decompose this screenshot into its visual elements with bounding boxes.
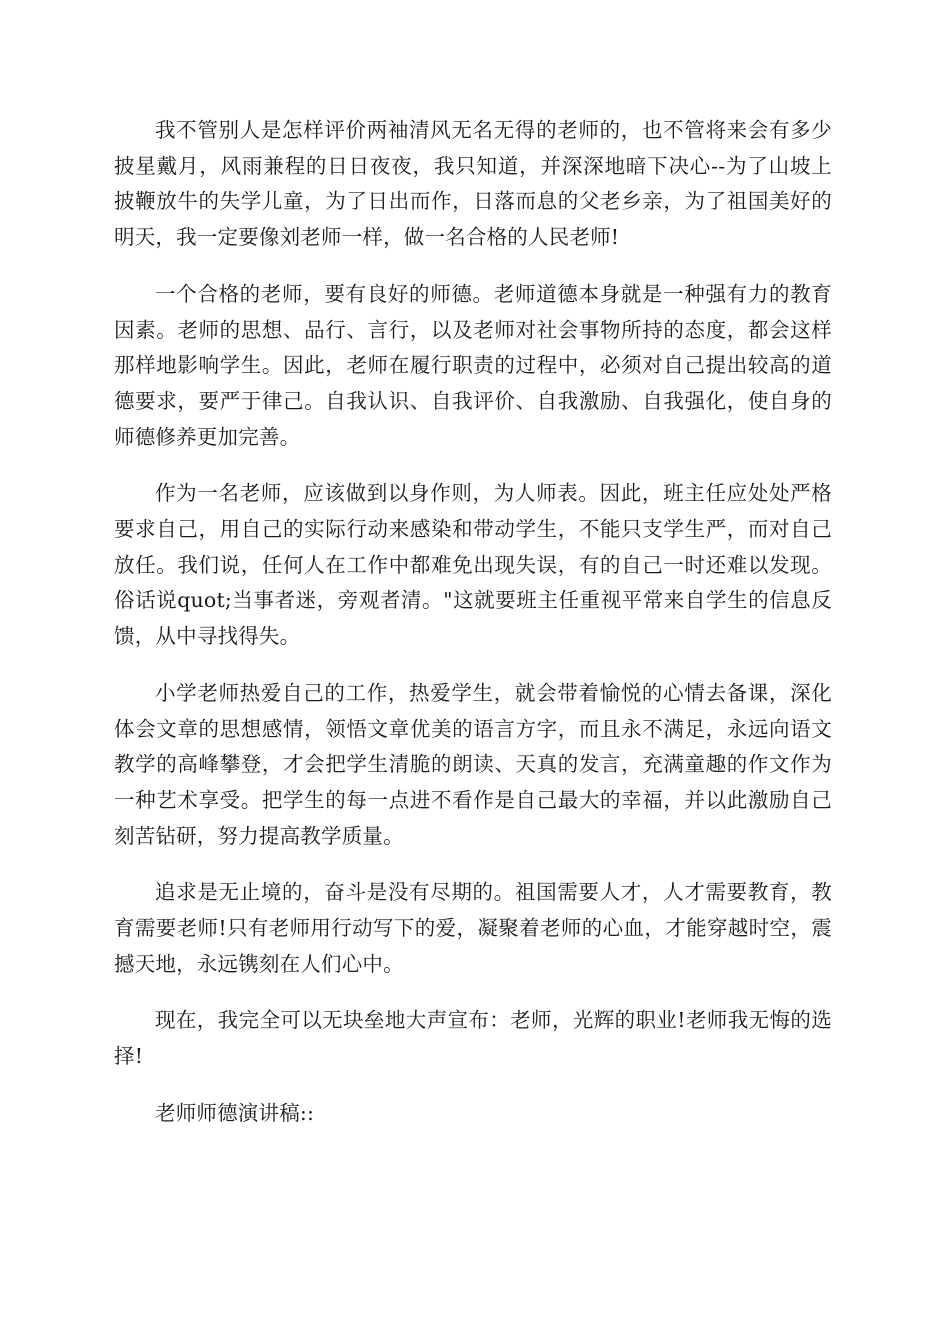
paragraph-pursuit: 追求是无止境的，奋斗是没有尽期的。祖国需要人才，人才需要教育，教育需要老师!只有老师用行动写下的爱，凝聚着老师的心血，才能穿越时空，震撼天地，永远镌刻在人们心中。 xyxy=(114,880,832,976)
paragraph-role-model: 作为一名老师，应该做到以身作则，为人师表。因此，班主任应处处严格要求自己，用自己的实际行动来感染和带动学生，不能只支学生严，而对自己放任。我们说，任何人在工作中都难免出现失误，有的自己一时还难以发现。俗话说quot;当事者迷，旁观者清。"这就要班主任重视平常来自学生的信息反馈，从中寻找得失。 xyxy=(114,481,832,649)
document-body xyxy=(114,113,832,1153)
paragraph-resolve: 我不管别人是怎样评价两袖清风无名无得的老师的，也不管将来会有多少披星戴月，风雨兼程的日日夜夜，我只知道，并深深地暗下决心--为了山坡上披鞭放牛的失学儿童，为了日出而作，日落而息的父老乡亲，为了祖国美好的明天，我一定要像刘老师一样，做一名合格的人民老师! xyxy=(114,118,832,250)
paragraph-heading: 老师师德演讲稿:: xyxy=(155,1100,315,1125)
paragraph-qualified-teacher: 一个合格的老师，要有良好的师德。老师道德本身就是一种强有力的教育因素。老师的思想、品行、言行，以及老师对社会事物所持的态度，都会这样那样地影响学生。因此，老师在履行职责的过程中，必须对自己提出较高的道德要求，要严于律己。自我认识、自我评价、自我激励、自我强化，使自身的师德修养更加完善。 xyxy=(114,281,832,449)
paragraph-love-work: 小学老师热爱自己的工作，热爱学生，就会带着愉悦的心情去备课，深化体会文章的思想感情，领悟文章优美的语言方字，而且永不满足，永远向语文教学的高峰攀登，才会把学生清脆的朗读、天真的发言，充满童趣的作文作为一种艺术享受。把学生的每一点进不看作是自己最大的幸福，并以此激励自己刻苦钻研，努力提高教学质量。 xyxy=(114,680,832,848)
paragraph-declaration: 现在，我完全可以无块垒地大声宣布：老师，光辉的职业!老师我无悔的选择! xyxy=(114,1008,832,1069)
